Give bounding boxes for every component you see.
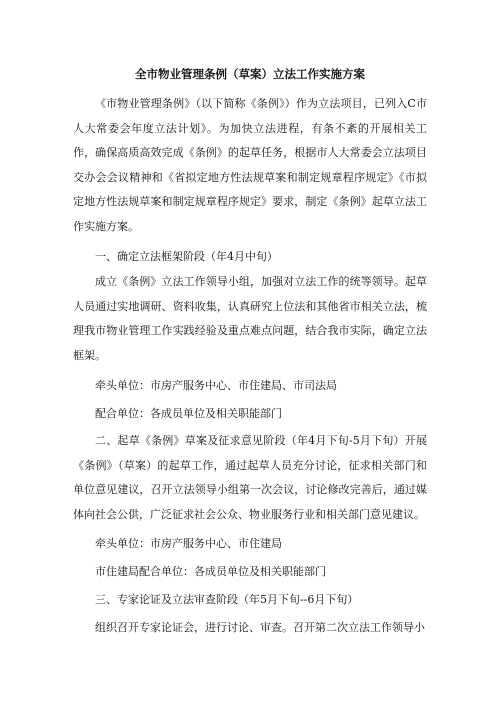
section3-body: 组织召开专家论证会，进行讨论、审查。召开第二次立法工作领导小	[95, 621, 425, 634]
section1-lead-unit: 牵头单位：市房产服务中心、市住建局、市司法局	[95, 379, 337, 392]
section2-lead-unit: 牵头单位：市房产服务中心、市住建局	[95, 537, 282, 550]
section3-heading: 三、专家论证及立法审查阶段（年5月下旬--6月下旬）	[95, 593, 359, 606]
document-title: 全市物业管理条例（草案）立法工作实施方案	[135, 67, 365, 81]
section1-coop-unit: 配合单位：各成员单位及相关职能部门	[95, 407, 282, 420]
section2-coop-unit: 市住建局配合单位：各成员单位及相关职能部门	[95, 565, 326, 578]
section1-body: 成立《条例》立法工作领导小组，加强对立法工作的统等领导。起草人员通过实地调研、资料收集，认真研究上位法和其他省市相关立法，梳理我市物业管理工作实践经验及重点难点问题，结合我市实际，确定立法框架。	[73, 275, 427, 362]
intro-paragraph: 《市物业管理条例》（以下简称《条例》）作为立法项目，已列入C市人大常委会年度立法计划》。为加快立法进程，有条不紊的开展相关工作，确保高质高效完成《条例》的起草任务，根据市人大常委会立法项目交办会会议精神和《省拟定地方性法规草案和制定规章程序规定》《市拟定地方性法规草案和制定规章程序规定》要求，制定《条例》起草立法工作实施方案。	[73, 97, 427, 233]
section2-heading-body: 二、起草《条例》草案及征求意见阶段（年4月下旬-5月下旬）开展《条例》（草案）的起草工作，通过起草人员充分讨论，征求相关部门和单位意见建议，召开立法领导小组第一次会议，讨论修改完善后，通过媒体向社会公供，广泛征求社会公众、物业服务行业和相关部门意见建议。	[73, 434, 427, 521]
section1-heading: 一、确定立法框架阶段（年4月中旬）	[95, 250, 278, 263]
